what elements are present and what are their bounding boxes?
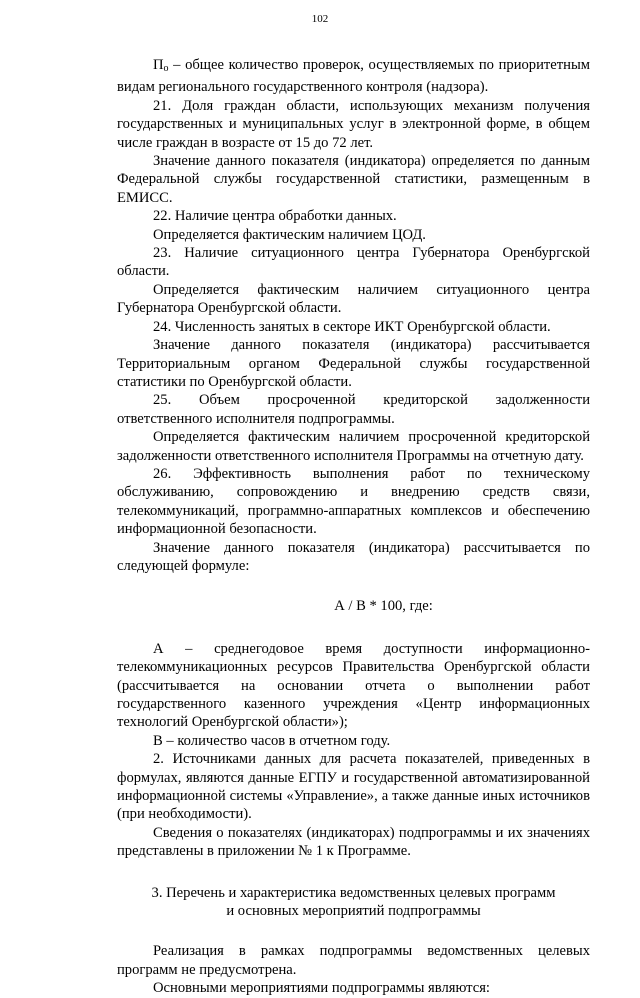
paragraph-indicator-25: 25. Объем просроченной кредиторской задолженности ответственного исполнителя подпрограммы. [117, 392, 590, 427]
section-heading [117, 884, 590, 921]
paragraph-indicator-24: 24. Численность занятых в секторе ИКТ Оренбургской области. [153, 318, 551, 335]
paragraph-indicator-23-source: Определяется фактическим наличием ситуационного центра Губернатора Оренбургской области. [117, 281, 590, 317]
paragraph-target-programs: Реализация в рамках подпрограммы ведомственных целевых программ не предусмотрена. [117, 943, 590, 978]
p-o-symbol: П [153, 57, 164, 73]
paragraph-indicator-24-source: Значение данного показателя (индикатора) рассчитывается Территориальным органом Федеральной службы государственной статистики по Оренбургской области. [117, 337, 590, 390]
formula: А / В * 100, где: [334, 598, 433, 615]
paragraph-indicator-26-source: Значение данного показателя (индикатора) рассчитывается по следующей формуле: [117, 539, 590, 574]
paragraph-p-o-definition [117, 56, 590, 97]
paragraph-indicators-appendix: Сведения о показателях (индикаторах) подпрограммы и их значениях представлены в приложении № 1 к Программе. [117, 824, 590, 860]
paragraph-indicator-26: 26. Эффективность выполнения работ по техническому обслуживанию, сопровождению и внедрению средств связи, телекоммуникаций, программно-аппаратных комплексов и обеспечению информационной безопасности. [117, 465, 590, 538]
page-number: 102 [311, 13, 329, 25]
paragraph-indicator-22-source: Определяется фактическим наличием ЦОД. [153, 226, 426, 243]
p-o-definition-text: – общее количество проверок, осуществляемых по приоритетным видам регионального государственного контроля (надзора). [117, 57, 590, 96]
p-o-subscript: о [163, 63, 169, 74]
paragraph-indicator-25-source: Определяется фактическим наличием просроченной кредиторской задолженности ответственного исполнителя Программы на отчетную дату. [117, 429, 590, 464]
paragraph-indicator-21-source: Значение данного показателя (индикатора) определяется по данным Федеральной службы государственной статистики, размещенным в ЕМИСС. [117, 153, 590, 206]
body-text [117, 56, 590, 998]
paragraph-indicator-23: 23. Наличие ситуационного центра Губернатора Оренбургской области. [117, 245, 590, 280]
paragraph-indicator-22: 22. Наличие центра обработки данных. [153, 208, 397, 225]
paragraph-data-sources: 2. Источниками данных для расчета показателей, приведенных в формулах, являются данные ЕГПУ и государственной автоматизированной информационной системы «Управление», а также данные иных источников (при необходимости). [117, 751, 590, 823]
paragraph-definition-a: А – среднегодовое время доступности информационно-телекоммуникационных ресурсов Правительства Оренбургской области (рассчитывается на основании отчета о выполнении работ государственного казенного учреждения «Центр информационных технологий Оренбургской области»); [117, 640, 590, 731]
section-heading-line-1: 3. Перечень и характеристика ведомственных целевых программ [151, 884, 556, 901]
paragraph-indicator-21: 21. Доля граждан области, использующих механизм получения государственных и муниципальных услуг в электронной форме, в общем числе граждан в возрасте от 15 до 72 лет. [117, 97, 590, 151]
section-heading-line-2: и основных мероприятий подпрограммы [226, 903, 481, 920]
paragraph-main-activities: Основными мероприятиями подпрограммы являются: [153, 980, 490, 997]
paragraph-definition-b: В – количество часов в отчетном году. [153, 732, 391, 749]
